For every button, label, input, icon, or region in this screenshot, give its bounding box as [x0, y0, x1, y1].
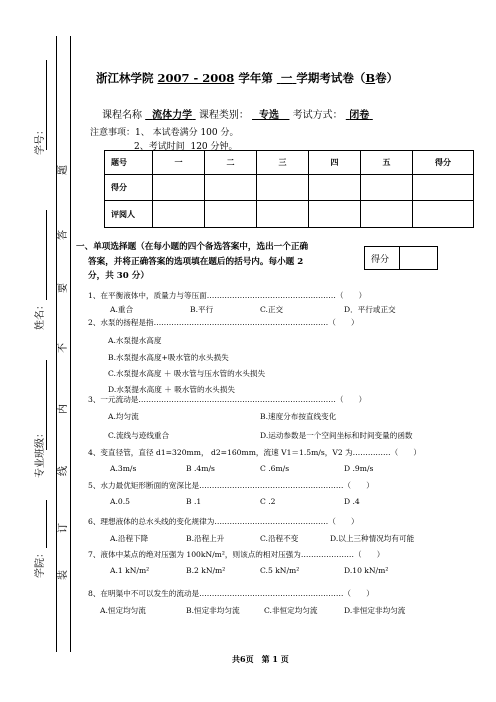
question-7: 7、液体中某点的绝对压强为 100kN/m²，则该点的相对压强为…………………（ ） [88, 550, 385, 559]
q3-option-a: A.均匀流 [108, 412, 139, 421]
page-footer: 共6页 第 1 页 [232, 654, 289, 664]
q7-option-b: B.2 kN/m² [186, 566, 226, 575]
q5-option-d: D .4 [344, 497, 360, 506]
header-cell: 一 [153, 151, 205, 175]
score-cell[interactable] [309, 175, 361, 201]
q4-option-c: C .6m/s [260, 464, 290, 473]
header-cell: 三 [257, 151, 309, 175]
q5-option-b: B .1 [186, 497, 202, 506]
binding-line-right [70, 36, 71, 652]
q6-option-d: D.以上三种情况均有可能 [330, 534, 415, 543]
seal-char-xian: 线 [58, 466, 69, 476]
score-table-header-row [105, 151, 474, 175]
course-info-line: 课程名称 流体力学 课程类别： 专选 考试方式： 闭卷 [102, 110, 370, 121]
q2-option-b: B.水泵提水高度+吸水管的水头损失 [108, 353, 229, 362]
class-label: 专业班级： [35, 428, 46, 478]
question-4: 4、变直径管，直径 d1=320mm， d2=160mm，流速 V1＝1.5m/s，V2 为……………（ ） [88, 448, 421, 457]
reviewer-cell[interactable] [153, 201, 205, 228]
score-cell[interactable] [153, 175, 205, 201]
question-1: 1、在平衡液体中，质量力与等压面……………………………………………（ ） [88, 291, 367, 300]
notes-line-2: 2、考试时间 120 分钟。 [134, 142, 238, 152]
section-score-label: 得分 [371, 255, 390, 265]
section-score-box [364, 246, 438, 270]
q4-option-b: B .4m/s [186, 464, 215, 473]
q5-option-a: A.0.5 [110, 497, 130, 506]
seal-char-yao: 要 [58, 283, 69, 293]
section-heading-line-2: 答案，并将正确答案的选项填在题后的括号内。每小题 2 [88, 257, 304, 267]
q1-option-a: A.重合 [110, 305, 134, 314]
q4-option-a: A.3m/s [110, 464, 137, 473]
score-cell[interactable] [361, 175, 413, 201]
q8-option-b: B.恒定非均匀流 [186, 606, 240, 615]
student-id-label: 学号： [35, 125, 46, 155]
q6-option-a: A.沿程下降 [110, 534, 149, 543]
row-label: 评阅人 [105, 201, 153, 228]
score-table [104, 150, 474, 228]
reviewer-cell[interactable] [205, 201, 257, 228]
row-label: 得分 [105, 175, 153, 201]
section-heading-line-1: 一、单项选择题（在每小题的四个备选答案中，选出一个正确 [76, 242, 309, 252]
header-cell: 五 [361, 151, 413, 175]
question-5: 5、水力最优矩形断面的宽深比是…………………………………………………（ ） [88, 481, 374, 490]
name-label: 姓名： [35, 300, 46, 330]
seal-char-nei: 内 [58, 404, 69, 414]
seal-char-ti: 题 [58, 165, 69, 175]
score-table-score-row [105, 175, 474, 201]
q8-option-d: D.非恒定非均匀流 [344, 606, 406, 615]
score-cell[interactable] [257, 175, 309, 201]
q6-option-c: C.沿程不变 [260, 534, 299, 543]
header-cell: 二 [205, 151, 257, 175]
college-underline [46, 500, 47, 548]
q3-option-d: D.运动参数是一个空间坐标和时间变量的函数 [260, 431, 413, 440]
q7-option-c: C.5 kN/m² [260, 566, 300, 575]
student-id-underline [46, 60, 47, 150]
seal-char-ding: 订 [58, 523, 69, 533]
q2-option-a: A.水泵提水高度 [108, 336, 162, 345]
q6-option-b: B.沿程上升 [186, 534, 225, 543]
reviewer-cell[interactable] [361, 201, 413, 228]
q5-option-c: C .2 [260, 497, 276, 506]
binding-line-left [56, 36, 57, 652]
question-3: 3、一元流动是……………………………………………………………………（ ） [88, 395, 367, 404]
q1-option-c: C.正交 [260, 305, 284, 314]
seal-char-bu: 不 [58, 343, 69, 353]
score-cell[interactable] [205, 175, 257, 201]
class-underline [46, 360, 47, 450]
reviewer-cell[interactable] [309, 201, 361, 228]
q8-option-a: A.恒定均匀流 [100, 606, 146, 615]
q7-option-a: A.1 kN/m² [110, 566, 150, 575]
header-cell: 四 [309, 151, 361, 175]
seal-char-da: 答 [58, 230, 69, 240]
section-score-divider [399, 247, 400, 269]
q7-option-d: D.10 kN/m² [344, 566, 389, 575]
seal-char-zhuang: 装 [58, 570, 69, 580]
reviewer-cell[interactable] [257, 201, 309, 228]
score-cell[interactable] [413, 175, 474, 201]
score-table-reviewer-row [105, 201, 474, 228]
q3-option-c: C.流线与迹线重合 [108, 431, 170, 440]
section-heading-line-3: 分，共 30 分） [88, 271, 149, 281]
college-label: 学院： [35, 548, 46, 578]
reviewer-cell[interactable] [413, 201, 474, 228]
question-2: 2、水泵的扬程是指……………………………………………………………（ ） [88, 318, 359, 327]
q3-option-b: B.速度分布按直线变化 [260, 412, 337, 421]
exam-title: 浙江林学院 2007 - 2008 学年第 一 学期考试卷（B卷） [96, 71, 399, 85]
q2-option-c: C.水泵提水高度 ＋ 吸水管与压水管的水头损失 [108, 369, 266, 378]
header-cell: 题号 [105, 151, 153, 175]
notes-line-1: 注意事项：1、 本试卷满分 100 分。 [90, 128, 239, 138]
question-8: 8、在明渠中不可以发生的流动是…………………………………………………（ ） [88, 589, 374, 598]
name-underline [46, 210, 47, 300]
header-cell: 得分 [413, 151, 474, 175]
q1-option-d: D．平行或正交 [344, 305, 396, 314]
question-6: 6、理想液体的总水头线的变化规律为………………………………………（ ） [88, 517, 359, 526]
q1-option-b: B.平行 [190, 305, 214, 314]
q4-option-d: D .9m/s [344, 464, 374, 473]
q8-option-c: C.非恒定均匀流 [264, 606, 318, 615]
q2-option-d: D.水泵提水高度 ＋ 吸水管的水头损失 [108, 385, 235, 394]
